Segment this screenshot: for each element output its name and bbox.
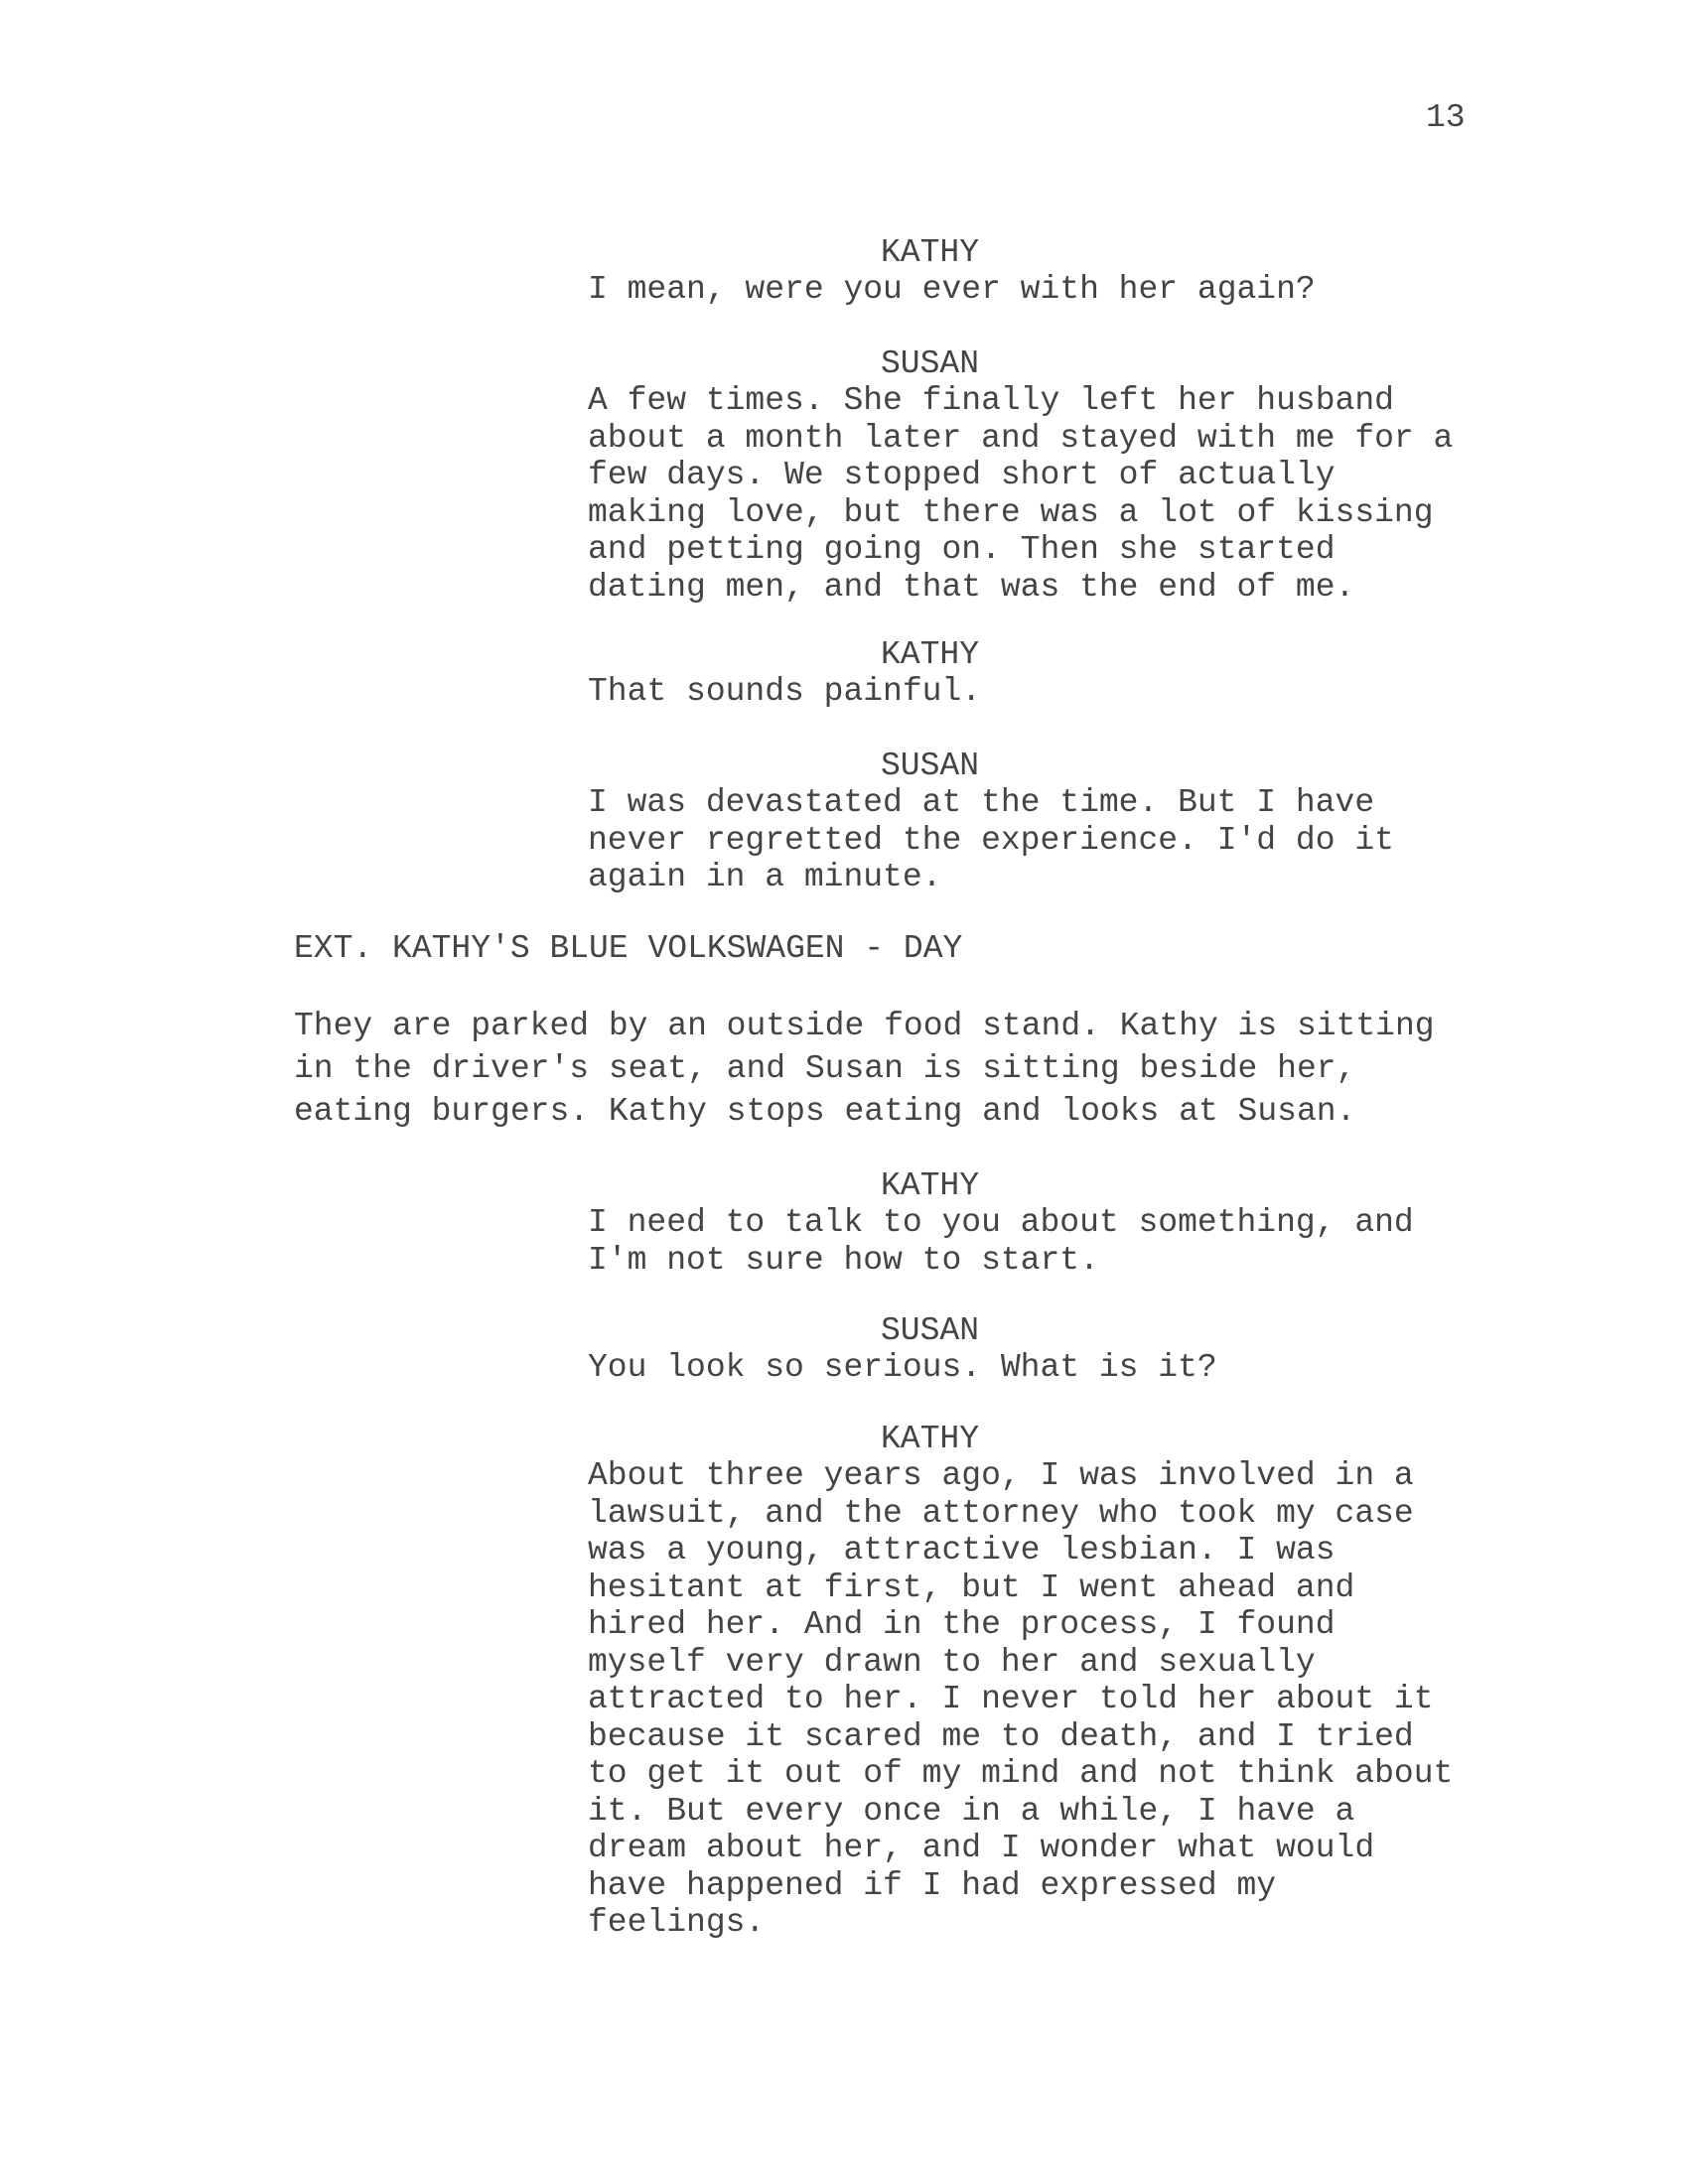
dialogue: I need to talk to you about something, and I'm not sure how to start. bbox=[588, 1204, 1414, 1279]
page-number: 13 bbox=[1426, 99, 1466, 136]
dialogue: About three years ago, I was involved in a lawsuit, and the attorney who took my case was a young, attractive lesbian. I was hesitant at first, but I went ahead and hired her. And in the process, I found myself very drawn to her and sexually attracted to her. I never told her about it because it scared me to death, and I tried to get it out of my mind and not think about it. But every once in a while, I have a dream about her, and I wonder what would have happened if I had expressed my feelings. bbox=[588, 1457, 1454, 1941]
dialogue: That sounds painful. bbox=[588, 673, 982, 710]
character-cue: SUSAN bbox=[881, 748, 980, 784]
character-cue: KATHY bbox=[881, 636, 980, 673]
dialogue: A few times. She finally left her husband about a month later and stayed with me for a few days. We stopped short of actually making love, but there was a lot of kissing and petting going on. Then she started dating men, and that was the end of me. bbox=[588, 382, 1454, 606]
character-cue: SUSAN bbox=[881, 1312, 980, 1349]
scene-heading: EXT. KATHY'S BLUE VOLKSWAGEN - DAY bbox=[294, 930, 963, 967]
character-cue: KATHY bbox=[881, 234, 980, 271]
action-text: They are parked by an outside food stand. Kathy is sitting in the driver's seat, and Susan is sitting beside her, eating burgers. Kathy stops eating and looks at Susan. bbox=[294, 1008, 1435, 1130]
character-cue: KATHY bbox=[881, 1421, 980, 1457]
dialogue: I mean, were you ever with her again? bbox=[588, 271, 1316, 308]
character-cue: KATHY bbox=[881, 1167, 980, 1204]
dialogue: You look so serious. What is it? bbox=[588, 1349, 1217, 1386]
character-cue: SUSAN bbox=[881, 345, 980, 382]
dialogue: I was devastated at the time. But I have never regretted the experience. I'd do it again in a minute. bbox=[588, 784, 1394, 895]
